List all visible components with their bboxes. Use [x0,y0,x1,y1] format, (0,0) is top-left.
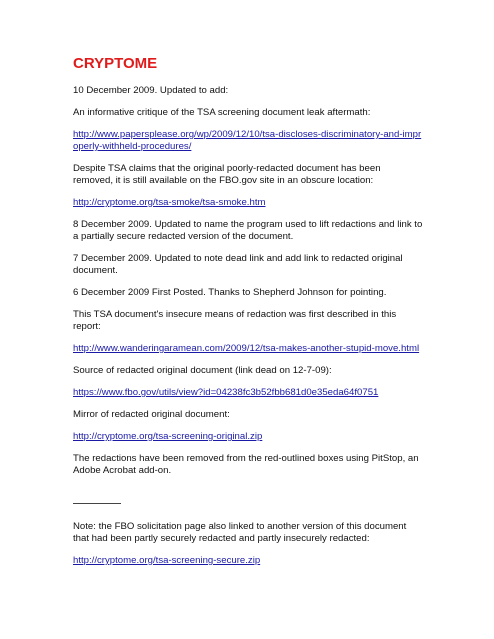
redactions-removed-text: The redactions have been removed from the red-outlined boxes using PitStop, an Adobe Acrobat add-on. [73,453,419,476]
section-divider [73,503,121,504]
fbo-note-text: Note: the FBO solicitation page also linked to another version of this document that had been partly securely redacted and partly insecurely redacted: [73,521,407,544]
source-label-text: Source of redacted original document (link dead on 12-7-09): [73,365,332,376]
posted-dec6-text: 6 December 2009 First Posted. Thanks to Shepherd Johnson for pointing. [73,287,387,298]
mirror-label-text: Mirror of redacted original document: [73,409,230,420]
link-paragraph-paperplease [73,129,423,153]
paperplease-link[interactable]: http://www.papersplease.org/wp/2009/12/10/tsa-discloses-discriminatory-and-improperly-withheld-procedures/ [73,129,422,152]
page-title: CRYPTOME [73,55,158,72]
update-dec7-text: 7 December 2009. Updated to note dead link and add link to redacted original document. [73,253,403,276]
critique-intro-text: An informative critique of the TSA screening document leak aftermath: [73,107,371,118]
link-paragraph-fbo [73,387,423,399]
link-paragraph-secure-zip [73,555,423,567]
secure-zip-link[interactable]: http://cryptome.org/tsa-screening-secure.zip [73,555,261,566]
fbo-availability-text: Despite TSA claims that the original poorly-redacted document has been removed, it is still available on the FBO.gov site in an obscure location: [73,163,381,186]
original-zip-link[interactable]: http://cryptome.org/tsa-screening-original.zip [73,431,263,442]
wanderingaramean-link[interactable]: http://www.wanderingaramean.com/2009/12/tsa-makes-another-stupid-move.html [73,343,420,354]
update-dec8-text: 8 December 2009. Updated to name the program used to lift redactions and link to a partially secure redacted version of the document. [73,219,423,242]
link-paragraph-original-zip [73,431,423,443]
link-paragraph-tsa-smoke [73,197,423,209]
fbo-link[interactable]: https://www.fbo.gov/utils/view?id=04238fc3b52fbb681d0e35eda64f0751 [73,387,379,398]
tsa-smoke-link[interactable]: http://cryptome.org/tsa-smoke/tsa-smoke.htm [73,197,266,208]
document-body [73,55,423,567]
update-dec10-text: 10 December 2009. Updated to add: [73,85,229,96]
link-paragraph-wanderingaramean [73,343,423,355]
insecure-redaction-text: This TSA document's insecure means of redaction was first described in this report: [73,309,397,332]
